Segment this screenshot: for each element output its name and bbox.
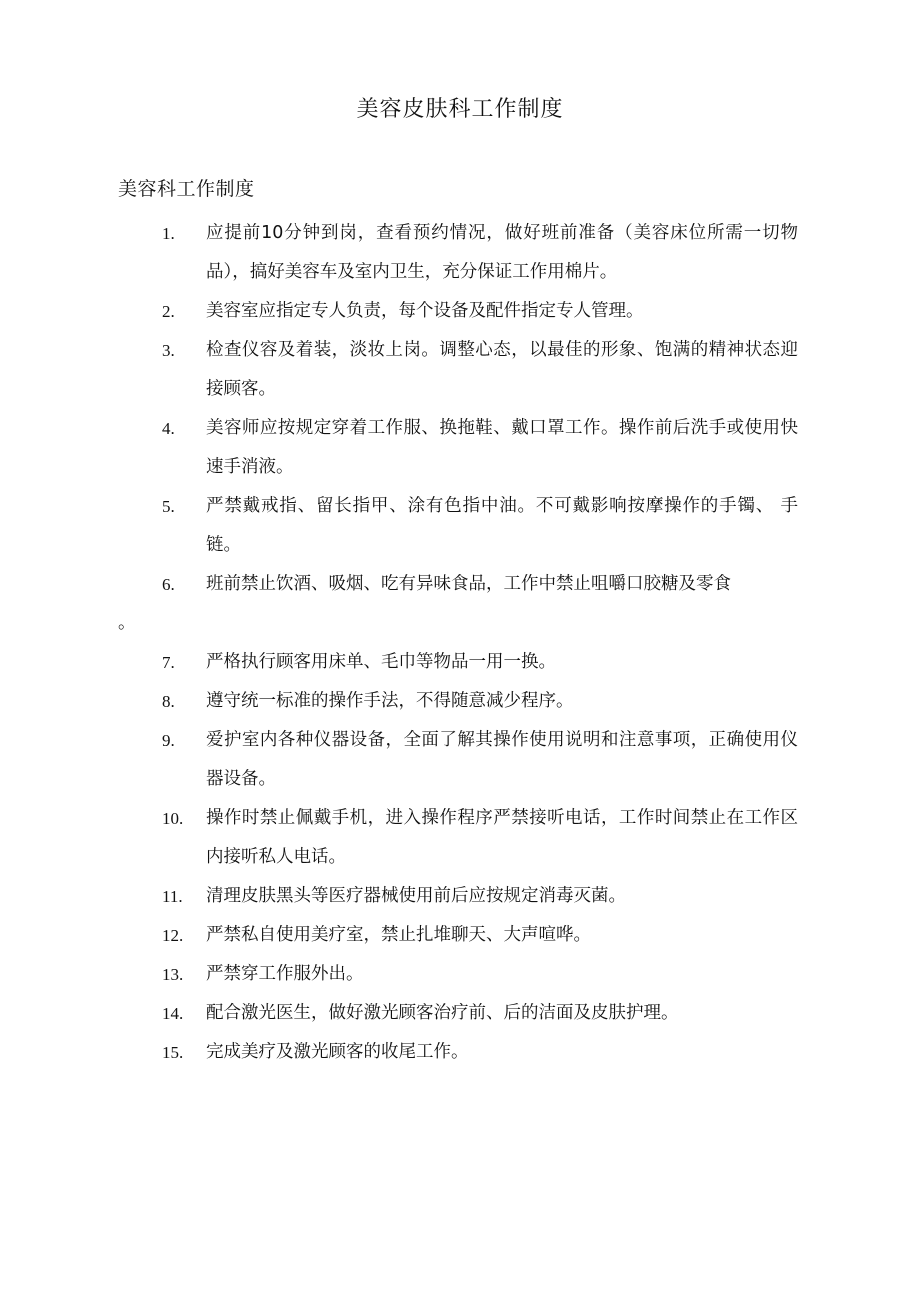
- list-item: [0, 799, 920, 877]
- list-item-number: 8.: [162, 692, 175, 711]
- list-item-text: 严格执行顾客用床单、毛巾等物品一用一换。: [206, 652, 556, 672]
- list-item-number: 4.: [162, 419, 175, 438]
- list-item: [0, 877, 920, 916]
- list-item-number: 9.: [162, 731, 175, 750]
- list-item-number: 15.: [162, 1043, 184, 1062]
- list-item: [0, 916, 920, 955]
- list-item-text: 爱护室内各种仪器设备，全面了解其操作使用说明和注意事项，正确使用仪器设备。: [206, 730, 798, 789]
- list-item-number: 6.: [162, 575, 175, 594]
- list-item-number: 13.: [162, 965, 184, 984]
- list-item-number: 11.: [162, 887, 183, 906]
- list-item: [0, 643, 920, 682]
- list-item-number: 7.: [162, 653, 175, 672]
- page-title: 美容皮肤科工作制度: [356, 97, 564, 122]
- list-item-number: 5.: [162, 497, 175, 516]
- list-item-text: 美容师应按规定穿着工作服、换拖鞋、戴口罩工作。操作前后洗手或使用快速手消液。: [206, 418, 798, 477]
- list-item-text: 严禁私自使用美疗室，禁止扎堆聊天、大声喧哗。: [206, 925, 591, 945]
- list-item-text: 完成美疗及激光顾客的收尾工作。: [206, 1042, 469, 1062]
- list-item: [0, 331, 920, 409]
- list-item: [0, 214, 920, 292]
- list-item-number: 10.: [162, 809, 184, 828]
- list-item: [0, 409, 920, 487]
- list-item: [0, 1033, 920, 1072]
- section-title: 美容科工作制度: [118, 178, 255, 200]
- list-item-text: 班前禁止饮酒、吸烟、吃有异味食品，工作中禁止咀嚼口胶糖及零食: [206, 574, 731, 594]
- list-item-number: 14.: [162, 1004, 184, 1023]
- list-item: [0, 487, 920, 565]
- list-item-text: 严禁穿工作服外出。: [206, 964, 364, 984]
- list-item-text: 检查仪容及着装，淡妆上岗。调整心态，以最佳的形象、饱满的精神状态迎接顾客。: [206, 340, 798, 399]
- list-item: [0, 721, 920, 799]
- list-item-text: 应提前10分钟到岗，查看预约情况，做好班前准备（美容床位所需一切物品），搞好美容车及室内卫生，充分保证工作用棉片。: [206, 223, 798, 282]
- list-item-text: 遵守统一标准的操作手法，不得随意减少程序。: [206, 691, 574, 711]
- list-item-number: 12.: [162, 926, 184, 945]
- list-item-text: 美容室应指定专人负责，每个设备及配件指定专人管理。: [206, 301, 644, 321]
- list-item: [0, 682, 920, 721]
- list-item-text: 清理皮肤黑头等医疗器械使用前后应按规定消毒灭菌。: [206, 886, 626, 906]
- list-item-text-tail: 。: [118, 613, 136, 633]
- list-item: [0, 292, 920, 331]
- list-item-text: 操作时禁止佩戴手机，进入操作程序严禁接听电话，工作时间禁止在工作区内接听私人电话。: [206, 808, 798, 867]
- list-item: [0, 955, 920, 994]
- list-item-number: 1.: [162, 224, 175, 243]
- list-item-text: 配合激光医生，做好激光顾客治疗前、后的洁面及皮肤护理。: [206, 1003, 679, 1023]
- list-item: [0, 565, 920, 643]
- list-item-text: 严禁戴戒指、留长指甲、涂有色指中油。不可戴影响按摩操作的手镯、 手链。: [206, 496, 798, 555]
- list-item-number: 2.: [162, 302, 175, 321]
- list-item: [0, 994, 920, 1033]
- list-item-number: 3.: [162, 341, 175, 360]
- rules-list: [0, 214, 920, 1072]
